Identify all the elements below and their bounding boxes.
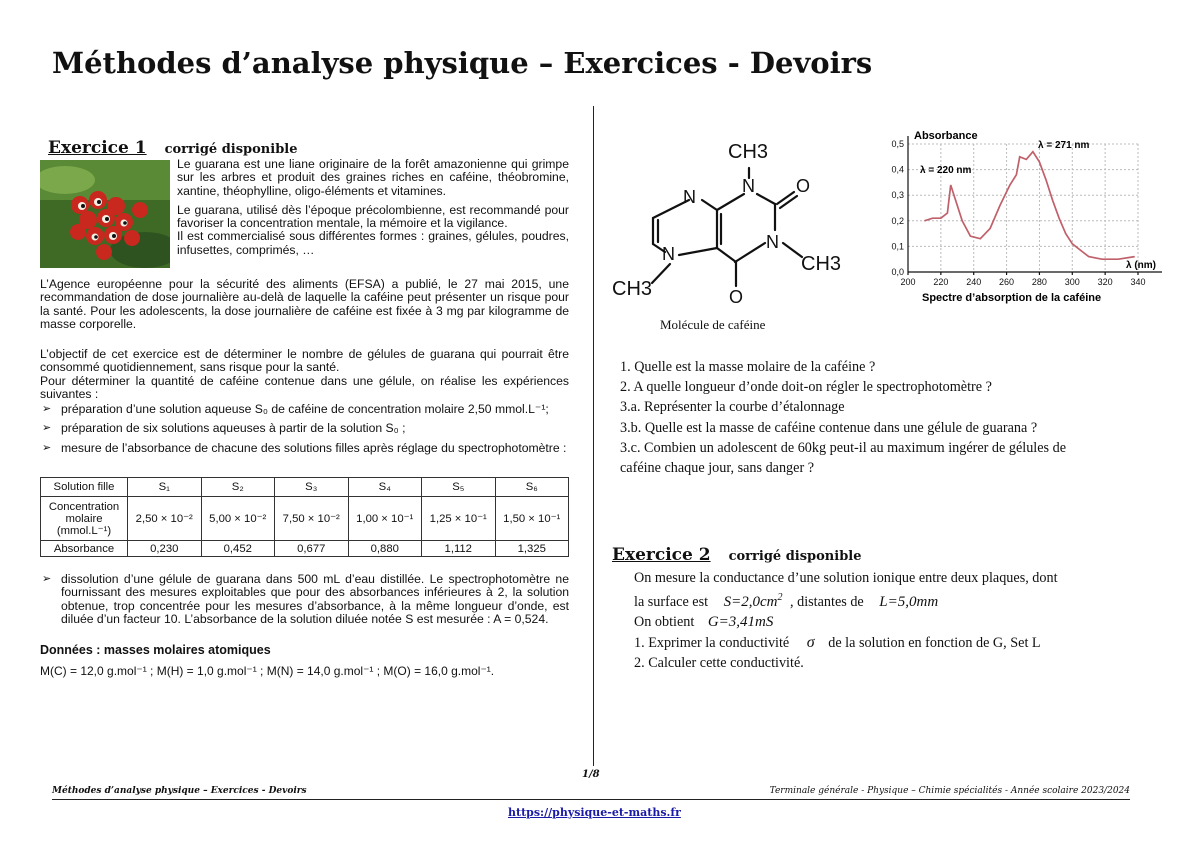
- table-cell: 0,880: [348, 541, 422, 557]
- x-tick-label: 280: [1031, 277, 1047, 287]
- footer-right-text: Terminale générale - Physique – Chimie spécialités - Année scolaire 2023/2024: [769, 786, 1130, 796]
- table-cell: 0,230: [128, 541, 202, 557]
- exercise-1-corrige: corrigé disponible: [164, 142, 298, 157]
- x-tick-label: 240: [966, 277, 982, 287]
- exercise-1-header: [48, 138, 298, 158]
- exercise-2-header: [612, 545, 862, 565]
- exercise-1-questions: [620, 357, 1066, 478]
- footer-rule: [52, 799, 1130, 800]
- table-cell: S₅: [422, 478, 496, 497]
- bullet-item: ➢ dissolution d’une gélule de guarana dans 500 mL d’eau distillée. Le spectrophotomètre ne fournissant des mesures exploitables que pour des absorbances inférieures à 2, la solution obtenue, trop concentrée pour les mesures d’absorbance, à la même longueur d’onde, est diluée d’un facteur 10. L’absorbance de la solution diluée notée S est mesurée : A = 0,524.: [40, 573, 569, 626]
- donnees-title: Données : masses molaires atomiques: [40, 643, 271, 657]
- question-3c: 3.c. Combien un adolescent de 60kg peut-il au maximum ingérer de gélules de: [620, 439, 1066, 456]
- bullet-item-block: [40, 573, 569, 626]
- table-cell: 1,112: [422, 541, 496, 557]
- distance-formula: L=5,0mm: [879, 594, 939, 611]
- ex2-question-2: 2. Calculer cette conductivité.: [634, 654, 804, 671]
- objective-block: [40, 348, 569, 455]
- y-tick-label: 0,2: [891, 215, 904, 226]
- surface-exponent: 2: [777, 592, 783, 604]
- o-atom-label: O: [729, 287, 744, 307]
- molecule-caption: Molécule de caféine: [660, 317, 766, 332]
- website-link[interactable]: https://physique-et-maths.fr: [508, 806, 681, 819]
- n-atom-label: N: [683, 187, 696, 207]
- page-title: Méthodes d’analyse physique – Exercices - Devoirs: [52, 46, 873, 80]
- peak-annotation-220: λ = 220 nm: [920, 165, 972, 176]
- question-3a: 3.a. Représenter la courbe d’étalonnage: [620, 399, 845, 416]
- bullet-item: ➢ préparation d’une solution aqueuse S₀ de caféine de concentration molaire 2,50 mmol.L⁻¹;: [40, 403, 569, 416]
- n-atom-label: N: [662, 244, 675, 264]
- bullet-item: ➢ préparation de six solutions aqueuses à partir de la solution S₀ ;: [40, 422, 569, 435]
- table-cell: 1,325: [495, 541, 569, 557]
- exercise-2-label: Exercice 2: [612, 545, 711, 565]
- surface-value: S=2,0cm: [723, 594, 778, 611]
- ex2-line-3: [634, 612, 1058, 632]
- table-cell: S₁: [128, 478, 202, 497]
- x-tick-label: 200: [900, 277, 916, 287]
- y-tick-label: 0,4: [891, 164, 904, 175]
- table-cell: S₃: [275, 478, 349, 497]
- exercise-2-corrige: corrigé disponible: [728, 549, 862, 564]
- table-cell: 1,50 × 10⁻¹: [495, 497, 569, 541]
- x-axis-title: λ (nm): [1126, 260, 1156, 271]
- table-cell: S₂: [201, 478, 275, 497]
- table-header-cell: Concentration molaire (mmol.L⁻¹): [41, 497, 128, 541]
- exercise-1-label: Exercice 1: [48, 138, 147, 158]
- sigma-symbol: σ: [806, 633, 815, 651]
- question-3c-continuation: caféine chaque jour, sans danger ?: [620, 460, 815, 477]
- ch3-right-label: CH3: [801, 253, 842, 275]
- ch3-left-label: CH3: [612, 278, 653, 300]
- peak-annotation-271: λ = 271 nm: [1038, 140, 1090, 151]
- x-tick-label: 260: [999, 277, 1015, 287]
- ex2-question-1-text-end: de la solution en fonction de G, Set L: [828, 634, 1041, 651]
- guarana-photo: [40, 160, 170, 268]
- table-cell: 7,50 × 10⁻²: [275, 497, 349, 541]
- x-tick-label: 340: [1130, 277, 1146, 287]
- y-tick-label: 0,3: [891, 190, 904, 201]
- exercise-2-body: [634, 568, 1058, 673]
- absorption-spectrum-chart: [880, 128, 1180, 310]
- table-cell: 1,00 × 10⁻¹: [348, 497, 422, 541]
- table-cell: S₆: [495, 478, 569, 497]
- table-row: [41, 541, 569, 557]
- n-atom-label: N: [742, 176, 755, 196]
- table-row: [41, 497, 569, 541]
- x-tick-label: 300: [1064, 277, 1080, 287]
- spectrum-caption: Spectre d’absorption de la caféine: [922, 292, 1102, 304]
- question-3b: 3.b. Quelle est la masse de caféine contenue dans une gélule de guarana ?: [620, 419, 1038, 436]
- x-tick-label: 320: [1097, 277, 1113, 287]
- ex2-distance-text: , distantes de: [790, 594, 864, 611]
- question-1: 1. Quelle est la masse molaire de la caféine ?: [620, 359, 876, 375]
- ex2-question-1-text: 1. Exprimer la conductivité: [634, 634, 790, 651]
- table-header-cell: Absorbance: [41, 541, 128, 557]
- table-cell: 5,00 × 10⁻²: [201, 497, 275, 541]
- y-tick-label: 0,0: [891, 267, 904, 277]
- ex2-line-2: [634, 588, 1058, 612]
- intro-paragraph: Le guarana, utilisé dès l’époque précolombienne, est recommandé pour favoriser la concentration mentale, la mémoire et la vigilance.: [177, 202, 569, 231]
- o-atom-label: O: [796, 176, 811, 196]
- experiments-intro: Pour déterminer la quantité de caféine contenue dans une gélule, on réalise les expériences suivantes :: [40, 373, 569, 401]
- y-tick-label: 0,1: [891, 241, 904, 252]
- intro-text: [177, 158, 569, 257]
- table-cell: 1,25 × 10⁻¹: [422, 497, 496, 541]
- ex2-question-1: [634, 633, 1058, 653]
- ex2-obtain-text: On obtient: [634, 614, 695, 631]
- ex2-line-1: On mesure la conductance d’une solution ionique entre deux plaques, dont: [634, 570, 1058, 586]
- question-2: 2. A quelle longueur d’onde doit-on régler le spectrophotomètre ?: [620, 379, 992, 396]
- table-cell: 0,452: [201, 541, 275, 557]
- table-header-cell: Solution fille: [41, 478, 128, 497]
- objective-paragraph: L’objectif de cet exercice est de déterminer le nombre de gélules de guarana qui pourrait être consommé quotidiennement, sans risque pour la santé.: [40, 347, 569, 375]
- bullet-item: ➢ mesure de l’absorbance de chacune des solutions filles après réglage du spectrophotomètre :: [40, 442, 569, 455]
- table-cell: 0,677: [275, 541, 349, 557]
- table-cell: S₄: [348, 478, 422, 497]
- footer-left-text: Méthodes d’analyse physique – Exercices - Devoirs: [52, 786, 307, 796]
- column-divider: [593, 106, 594, 766]
- intro-paragraph: Il est commercialisé sous différentes formes : graines, gélules, poudres, infusettes, comprimés, …: [177, 229, 569, 257]
- surface-formula: [724, 594, 783, 610]
- absorbance-table: [40, 477, 569, 557]
- efsa-paragraph: L’Agence européenne pour la sécurité des aliments (EFSA) a publié, le 27 mai 2015, une recommandation de dose journalière au-delà de laquelle la caféine peut présenter un risque pour la santé. Pour les adolescents, la dose journalière de caféine est fixée à 3 mg par kilogramme de masse corporelle.: [40, 277, 569, 331]
- ex2-surface-text: la surface est: [634, 594, 709, 611]
- table-row: [41, 478, 569, 497]
- table-cell: 2,50 × 10⁻²: [128, 497, 202, 541]
- donnees-line: M(C) = 12,0 g.mol⁻¹ ; M(H) = 1,0 g.mol⁻¹ ; M(N) = 14,0 g.mol⁻¹ ; M(O) = 16,0 g.mol⁻¹.: [40, 664, 495, 678]
- x-tick-label: 220: [933, 277, 949, 287]
- n-atom-label: N: [766, 232, 779, 252]
- page-number: 1/8: [582, 769, 600, 780]
- y-axis-title: Absorbance: [914, 130, 978, 142]
- y-tick-label: 0,5: [891, 139, 904, 149]
- intro-paragraph: Le guarana est une liane originaire de la forêt amazonienne qui grimpe sur les arbres et produit des graines riches en caféine, théobromine, xantine, théophylline, oligo-éléments et vitamines.: [177, 157, 569, 198]
- conductance-formula: G=3,41mS: [707, 614, 774, 631]
- ch3-top-label: CH3: [728, 141, 769, 163]
